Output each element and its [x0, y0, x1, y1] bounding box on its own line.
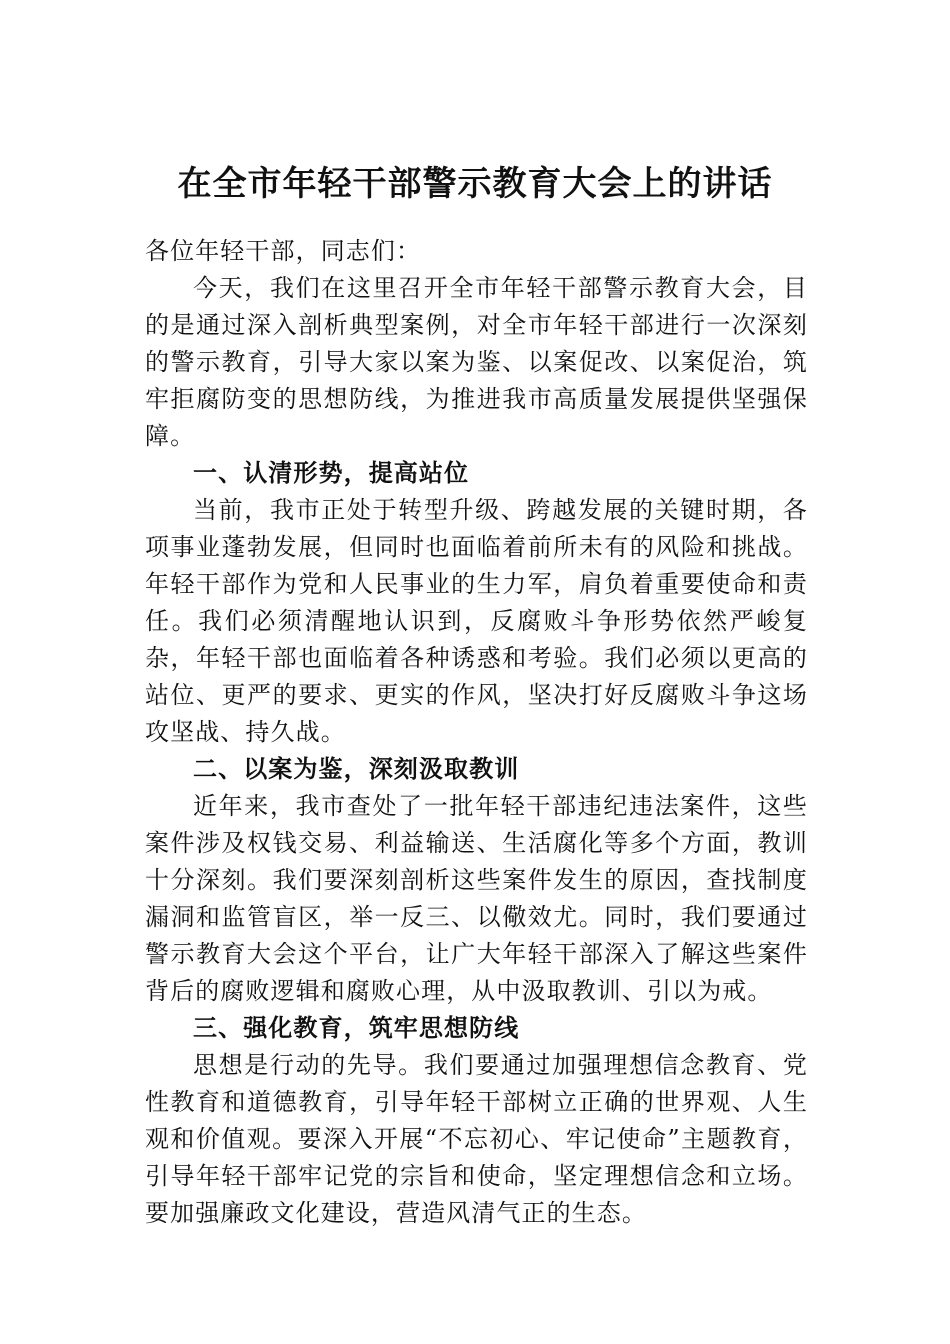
document-title: 在全市年轻干部警示教育大会上的讲话: [177, 164, 773, 204]
section-heading-3: 三、强化教育，筑牢思想防线: [193, 1014, 520, 1042]
section-heading-2: 二、以案为鉴，深刻汲取教训: [193, 755, 520, 783]
section-paragraph-3: 思想是行动的先导。我们要通过加强理想信念教育、党性教育和道德教育，引导年轻干部树立正确的世界观、人生观和价值观。要深入开展“不忘初心、牢记使命”主题教育，引导年轻干部牢记党的宗旨和使命，坚定理想信念和立场。要加强廉政文化建设，营造风清气正的生态。: [145, 1051, 808, 1227]
intro-paragraph: 今天，我们在这里召开全市年轻干部警示教育大会，目的是通过深入剖析典型案例，对全市年轻干部进行一次深刻的警示教育，引导大家以案为鉴、以案促改、以案促治，筑牢拒腐防变的思想防线，为推进我市高质量发展提供坚强保障。: [145, 274, 808, 450]
section-paragraph-2: 近年来，我市查处了一批年轻干部违纪违法案件，这些案件涉及权钱交易、利益输送、生活腐化等多个方面，教训十分深刻。我们要深刻剖析这些案件发生的原因，查找制度漏洞和监管盲区，举一反三、以儆效尤。同时，我们要通过警示教育大会这个平台，让广大年轻干部深入了解这些案件背后的腐败逻辑和腐败心理，从中汲取教训、引以为戒。: [145, 792, 808, 1005]
salutation: 各位年轻干部，同志们：: [145, 237, 422, 265]
section-heading-1: 一、认清形势，提高站位: [193, 459, 470, 487]
document-body: [145, 225, 808, 1232]
section-paragraph-1: 当前，我市正处于转型升级、跨越发展的关键时期，各项事业蓬勃发展，但同时也面临着前所未有的风险和挑战。年轻干部作为党和人民事业的生力军，肩负着重要使命和责任。我们必须清醒地认识到，反腐败斗争形势依然严峻复杂，年轻干部也面临着各种诱惑和考验。我们必须以更高的站位、更严的要求、更实的作风，坚决打好反腐败斗争这场攻坚战、持久战。: [145, 496, 808, 746]
